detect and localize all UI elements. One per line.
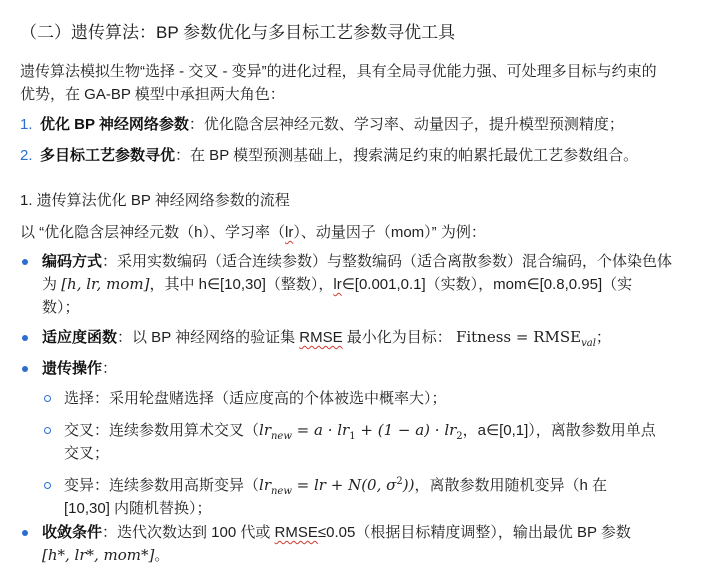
sub-bullet-icon (44, 482, 51, 489)
sub-item-selection (20, 387, 686, 410)
list-item (20, 521, 686, 567)
step-label: 收敛条件 (42, 524, 103, 541)
role-number: 2. (20, 147, 33, 164)
lead-text-after: ）、动量因子（mom）” 为例： (293, 224, 486, 241)
rmse-word: RMSE (299, 329, 343, 346)
roles-list (20, 113, 690, 167)
lr-word: lr (333, 276, 342, 293)
crossover-formula-sub: new (270, 431, 292, 442)
role-number: 1. (20, 116, 33, 133)
crossover-formula-sub: 2 (456, 431, 463, 442)
selection-text: 选择：采用轮盘赌选择（适应度高的个体被选中概率大）； (64, 390, 447, 407)
lead-lr-word: lr (285, 224, 294, 241)
step-text: ，其中 h∈[10,30]（整数）， (149, 276, 334, 293)
sub-bullet-icon (44, 395, 51, 402)
bullet-icon (22, 259, 28, 265)
section-title: （二）遗传算法：BP 参数优化与多目标工艺参数寻优工具 (20, 23, 456, 42)
step-fitness (20, 326, 686, 349)
mutation-formula-sub: new (270, 486, 292, 497)
step-text: ：采用实数编码（适合连续参数）与整数编码（适合离散参数）混合编码，个体染色体 (102, 253, 673, 270)
sub-item-mutation (20, 474, 686, 520)
step-label: 遗传操作 (42, 360, 103, 377)
step-text: 。 (154, 547, 170, 564)
role-item-1 (20, 113, 690, 136)
mutation-formula: lr (259, 476, 271, 494)
lead-text-before: 以 “优化隐含层神经元数（h）、学习率（ (20, 224, 286, 241)
step-text: 最小化为目标： (342, 329, 452, 346)
crossover-formula: + (1 − a) · lr (355, 421, 457, 439)
role-label: 多目标工艺参数寻优 (40, 147, 176, 164)
sub-item-crossover (20, 419, 686, 465)
step-text: ： (102, 360, 118, 377)
fitness-formula: Fitness = RMSE (455, 328, 582, 346)
role-text: ：优化隐含层神经元数、学习率、动量因子，提升模型预测精度； (188, 116, 624, 133)
list-item (20, 250, 686, 319)
step-text: 为 (42, 276, 58, 293)
step-label: 适应度函数 (42, 329, 118, 346)
crossover-text: ，a∈[0,1]），离散参数用单点 (462, 422, 656, 439)
mutation-formula: )) (402, 476, 415, 494)
mutation-formula-sup: 2 (396, 476, 403, 487)
step-text: ∈[0.001,0.1]（实数），mom∈[0.8,0.95]（实 (341, 276, 633, 293)
list-item (20, 326, 686, 349)
lead-sentence (20, 221, 486, 244)
fitness-formula-sub: val (581, 338, 596, 349)
crossover-formula-sub: 1 (349, 431, 356, 442)
chromosome-formula: [h, lr, mom] (61, 275, 150, 293)
crossover-formula: lr (259, 421, 271, 439)
step-text: ：迭代次数达到 100 代或 (102, 524, 275, 541)
intro-paragraph (20, 60, 680, 106)
role-item-2 (20, 144, 690, 167)
crossover-formula: = a · lr (291, 421, 350, 439)
sub-bullet-icon (44, 427, 51, 434)
intro-line-1: 遗传算法模拟生物“选择 - 交叉 - 变异”的进化过程，具有全局寻优能力强、可处理多目标与约束的 (20, 63, 657, 80)
role-label: 优化 BP 神经网络参数 (40, 116, 189, 133)
step-convergence (20, 521, 686, 567)
crossover-text: 交叉； (64, 445, 110, 462)
step-text: ≤0.05（根据目标精度调整），输出最优 BP 参数 (317, 524, 631, 541)
mutation-text: ，离散参数用随机变异（h 在 (414, 477, 607, 494)
role-text: ：在 BP 模型预测基础上，搜索满足约束的帕累托最优工艺参数组合。 (175, 147, 639, 164)
mutation-text: [10,30] 内随机替换）； (64, 500, 212, 517)
intro-line-2: 优势，在 GA-BP 模型中承担两大角色： (20, 86, 285, 103)
step-encoding (20, 250, 686, 319)
mutation-formula: = lr + N(0, σ (291, 476, 397, 494)
bullet-icon (22, 530, 28, 536)
crossover-text: 交叉：连续参数用算术交叉（ (64, 422, 260, 439)
list-item (20, 357, 686, 380)
step-operations (20, 357, 686, 520)
rmse-word: RMSE (274, 524, 318, 541)
mutation-text: 变异：连续参数用高斯变异（ (64, 477, 260, 494)
step-label: 编码方式 (42, 253, 103, 270)
bullet-icon (22, 366, 28, 372)
step-text: 数）； (42, 299, 80, 316)
subsection-title: 1. 遗传算法优化 BP 神经网络参数的流程 (20, 192, 290, 209)
step-text: ； (595, 329, 611, 346)
result-formula: [h*, lr*, mom*] (42, 546, 155, 564)
step-text: ：以 BP 神经网络的验证集 (117, 329, 300, 346)
bullet-icon (22, 335, 28, 341)
